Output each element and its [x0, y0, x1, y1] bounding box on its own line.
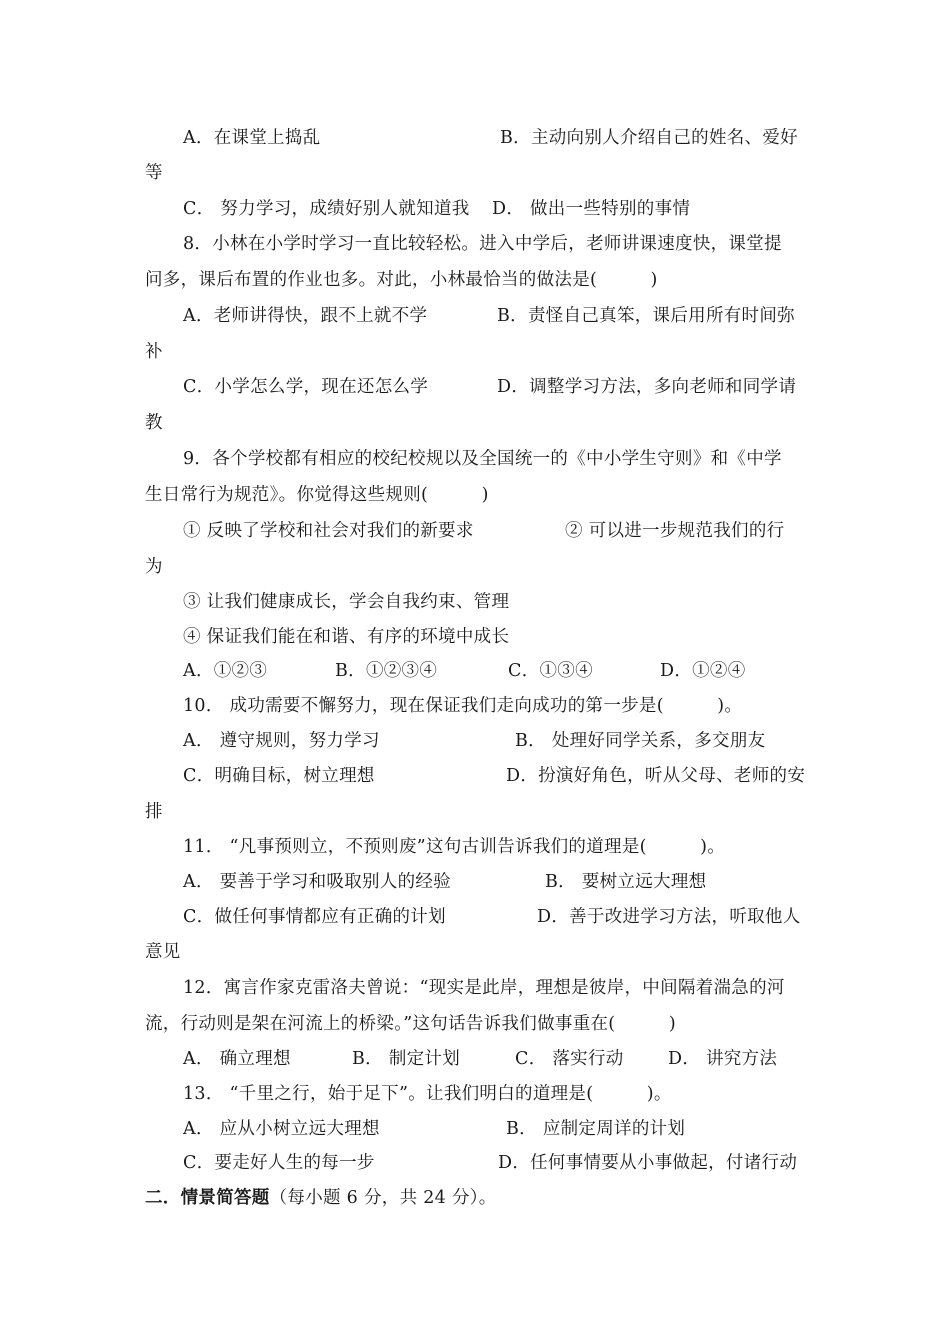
q10-option-b: B． 处理好同学关系，多交朋友	[515, 731, 766, 751]
q9-statement-2: ② 可以进一步规范我们的行	[565, 521, 785, 541]
q9-stem-line-1: 9．各个学校都有相应的校纪校规以及全国统一的《中小学生守则》和《中学	[183, 449, 782, 469]
q7-option-c: C． 努力学习，成绩好别人就知道我	[183, 199, 470, 219]
q9-stem-line-2: 生日常行为规范》。你觉得这些规则( )	[145, 485, 489, 505]
q10-option-d: D．扮演好角色，听从父母、老师的安	[506, 766, 806, 786]
q12-stem-line-2: 流，行动则是架在河流上的桥梁。”这句话告诉我们做事重在( )	[145, 1014, 676, 1034]
q13-option-b: B． 应制定周详的计划	[506, 1119, 686, 1139]
q13-option-d: D．任何事情要从小事做起，付诸行动	[498, 1153, 798, 1173]
q9-statement-2-continued: 为	[145, 557, 163, 577]
q11-option-d: D．善于改进学习方法，听取他人	[537, 907, 801, 927]
section-2-scoring-note: （每小题 6 分，共 24 分）。	[269, 1188, 497, 1208]
q9-option-d: D．①②④	[660, 661, 746, 681]
q12-option-a: A． 确立理想	[183, 1049, 291, 1069]
q8-option-a: A．老师讲得快，跟不上就不学	[183, 306, 428, 326]
q8-option-c: C．小学怎么学，现在还怎么学	[183, 377, 429, 397]
q12-option-c: C． 落实行动	[515, 1049, 624, 1069]
q10-stem: 10． 成功需要不懈努力，现在保证我们走向成功的第一步是( )。	[183, 696, 743, 716]
q8-option-d: D．调整学习方法，多向老师和同学请	[497, 377, 797, 397]
q11-option-a: A． 要善于学习和吸取别人的经验	[183, 872, 451, 892]
q9-statement-3: ③ 让我们健康成长，学会自我约束、管理	[183, 592, 510, 612]
q8-stem-line-2: 问多，课后布置的作业也多。对此，小林最恰当的做法是( )	[145, 270, 658, 290]
q12-option-d: D． 讲究方法	[668, 1049, 778, 1069]
q7-option-d: D． 做出一些特别的事情	[492, 199, 691, 219]
q9-option-a: A．①②③	[183, 661, 268, 681]
q8-option-b: B．责怪自己真笨，课后用所有时间弥	[497, 306, 795, 326]
section-2-title: 二．情景简答题	[145, 1188, 270, 1208]
q12-stem-line-1: 12．寓言作家克雷洛夫曾说：“现实是此岸，理想是彼岸，中间隔着湍急的河	[183, 978, 785, 998]
q13-option-a: A． 应从小树立远大理想	[183, 1119, 380, 1139]
q11-option-c: C．做任何事情都应有正确的计划	[183, 907, 446, 927]
q7-option-b: B．主动向别人介绍自己的姓名、爱好	[500, 128, 798, 148]
q9-statement-1: ① 反映了学校和社会对我们的新要求	[183, 521, 474, 541]
q9-option-c: C．①③④	[508, 661, 593, 681]
q9-statement-4: ④ 保证我们能在和谐、有序的环境中成长	[183, 627, 510, 647]
q11-option-b: B． 要树立远大理想	[545, 872, 707, 892]
q13-option-c: C．要走好人生的每一步	[183, 1153, 375, 1173]
q10-option-a: A． 遵守规则，努力学习	[183, 731, 380, 751]
q13-stem: 13． “千里之行，始于足下”。让我们明白的道理是( )。	[183, 1084, 672, 1104]
q8-option-b-continued: 补	[145, 342, 163, 362]
q11-option-d-continued: 意见	[145, 942, 181, 962]
q9-option-b: B．①②③④	[335, 661, 438, 681]
q12-option-b: B． 制定计划	[352, 1049, 461, 1069]
section-2-heading	[145, 1186, 497, 1210]
q8-stem-line-1: 8．小林在小学时学习一直比较轻松。进入中学后，老师讲课速度快，课堂提	[183, 234, 782, 254]
q7-option-a: A．在课堂上捣乱	[183, 128, 321, 148]
q7-option-b-continued: 等	[145, 163, 163, 183]
q8-option-d-continued: 教	[145, 413, 163, 433]
q11-stem: 11． “凡事预则立，不预则废”这句古训告诉我们的道理是( )。	[183, 837, 726, 857]
q10-option-c: C．明确目标，树立理想	[183, 766, 375, 786]
q10-option-d-continued: 排	[145, 802, 163, 822]
